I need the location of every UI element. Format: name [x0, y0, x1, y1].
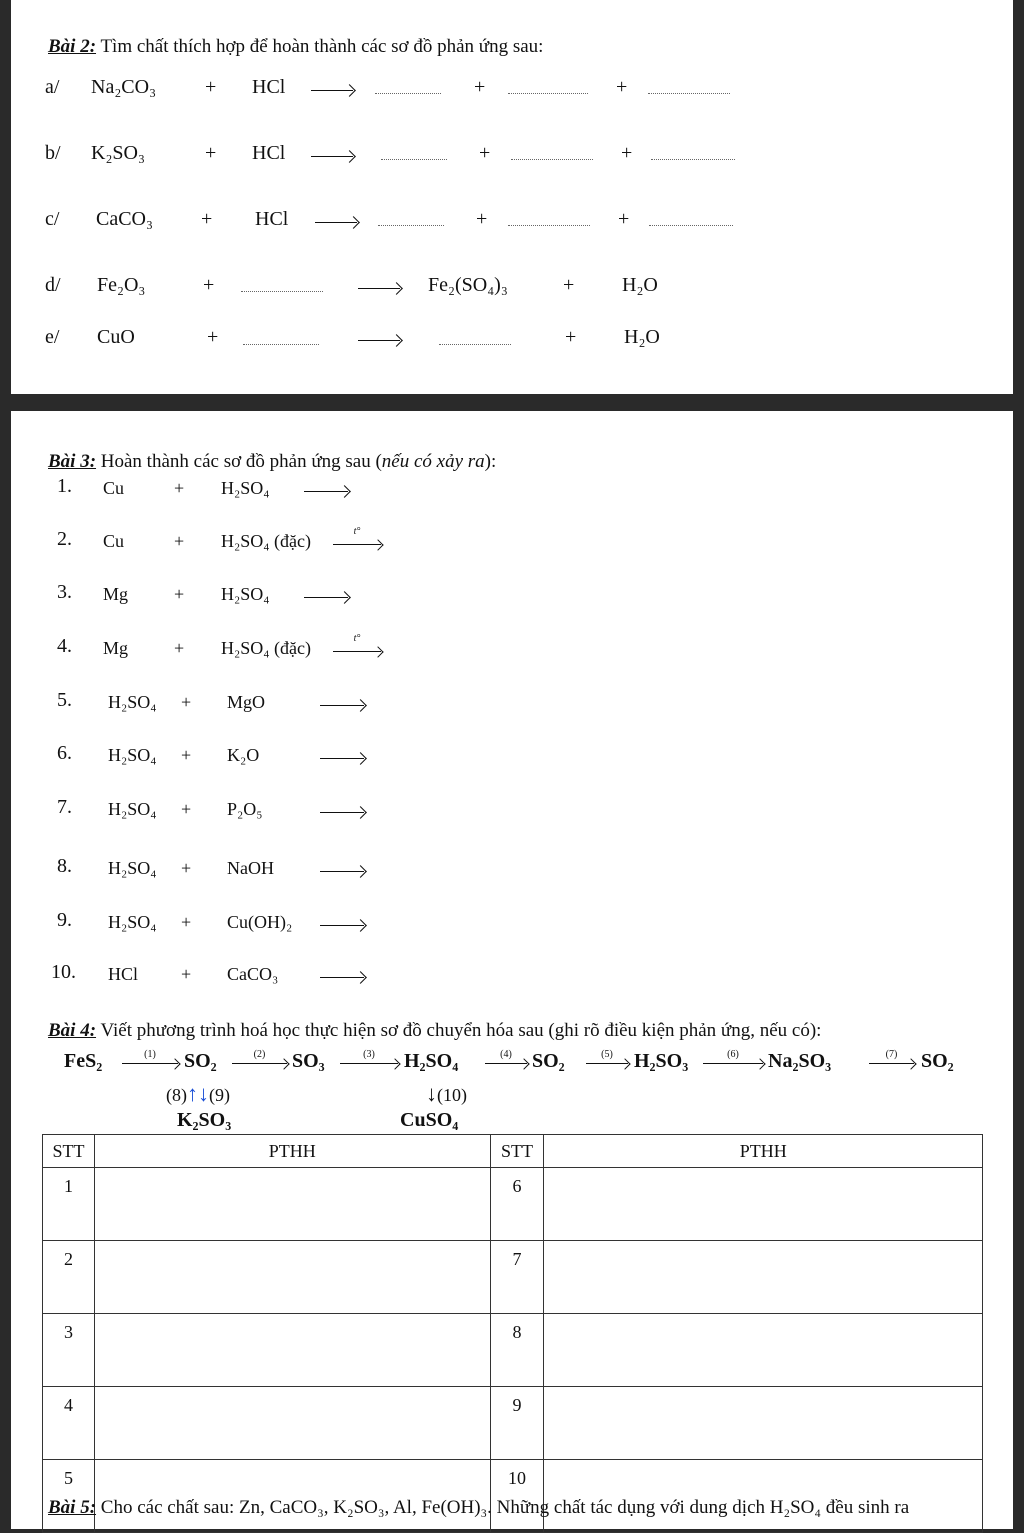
answer-cell-right[interactable]	[544, 1241, 983, 1314]
blank-product-2[interactable]	[508, 225, 590, 226]
reactant-b: H₂SO₄ (đặc)	[221, 638, 312, 658]
chain-compound: H₂SO₃	[634, 1050, 689, 1072]
product-2: H₂O	[624, 326, 660, 348]
row-number-right: 10	[490, 1460, 544, 1533]
plus-sign: +	[207, 326, 219, 348]
header-stt-right: STT	[490, 1135, 544, 1168]
blank-product-1[interactable]	[439, 344, 511, 345]
answer-row	[43, 1241, 983, 1314]
plus-sign: +	[174, 584, 185, 604]
chain-compound: H₂SO₄	[404, 1050, 459, 1072]
row-number-left: 3	[43, 1314, 95, 1387]
header-stt-left: STT	[43, 1135, 95, 1168]
reaction-arrow	[320, 871, 364, 872]
step-label: (7)	[885, 1049, 898, 1060]
exercise-4-title	[48, 1020, 821, 1042]
blank-product-1[interactable]	[381, 159, 447, 160]
row-label: d/	[45, 274, 61, 296]
exercise-3-instruction: Hoàn thành các sơ đồ phản ứng sau (	[96, 451, 382, 472]
answer-cell-right[interactable]	[544, 1387, 983, 1460]
plus-sign: +	[203, 274, 215, 296]
answer-row	[43, 1460, 983, 1533]
answer-cell-right[interactable]	[544, 1460, 983, 1533]
row-number-left: 5	[43, 1460, 95, 1533]
reactant-a: H₂SO₄	[108, 858, 157, 878]
answer-row	[43, 1314, 983, 1387]
reactant-b: Cu(OH)₂	[227, 912, 293, 932]
row-number: 10.	[51, 961, 76, 983]
row-label: a/	[45, 76, 60, 98]
answer-cell-left[interactable]	[94, 1314, 490, 1387]
plus-sign: +	[474, 76, 486, 98]
reactant-1: Na₂CO₃	[91, 76, 157, 98]
reactant-1: K₂SO₃	[91, 142, 145, 164]
reaction-arrow	[333, 651, 381, 652]
exercise-2-instruction: Tìm chất thích hợp để hoàn thành các sơ đồ phản ứng sau:	[96, 36, 544, 57]
branch-label-9: (9)	[209, 1085, 230, 1105]
exercise-3-title	[48, 451, 496, 473]
reactant-a: Mg	[103, 584, 129, 604]
reactant-b: P₂O₅	[227, 799, 263, 819]
reaction-arrow	[320, 758, 364, 759]
chain-arrow	[340, 1063, 398, 1064]
row-label: e/	[45, 326, 60, 348]
exercise-3-note: nếu có xảy ra	[381, 451, 485, 472]
row-label: c/	[45, 208, 60, 230]
chain-arrow	[122, 1063, 178, 1064]
blank-product-3[interactable]	[651, 159, 735, 160]
plus-sign: +	[479, 142, 491, 164]
plus-sign: +	[181, 692, 192, 712]
row-number-left: 1	[43, 1168, 95, 1241]
down-arrow-icon: ↓	[426, 1081, 437, 1106]
plus-sign: +	[201, 208, 213, 230]
reaction-arrow	[358, 340, 400, 341]
row-number-right: 7	[490, 1241, 544, 1314]
step-label: (1)	[144, 1049, 156, 1060]
row-number: 5.	[57, 689, 72, 711]
reaction-arrow	[320, 925, 364, 926]
answer-cell-right[interactable]	[544, 1168, 983, 1241]
row-label: b/	[45, 142, 61, 164]
plus-sign: +	[181, 964, 192, 984]
row-number: 8.	[57, 855, 72, 877]
plus-sign: +	[181, 858, 192, 878]
reactant-a: H₂SO₄	[108, 799, 157, 819]
exercise-2-title	[48, 36, 543, 58]
row-number: 9.	[57, 909, 72, 931]
exercise-4-label: Bài 4:	[48, 1020, 97, 1041]
answer-cell-left[interactable]	[94, 1241, 490, 1314]
reaction-arrow	[320, 705, 364, 706]
blank-product-2[interactable]	[508, 93, 588, 94]
step-label: (4)	[500, 1049, 512, 1060]
step-label: (5)	[601, 1049, 613, 1060]
chain-compound: SO₂	[184, 1050, 217, 1072]
plus-sign: +	[174, 638, 185, 658]
header-pthh-left: PTHH	[94, 1135, 490, 1168]
reactant-1: Fe₂O₃	[97, 274, 146, 296]
row-number-left: 2	[43, 1241, 95, 1314]
exercise-4-instruction: Viết phương trình hoá học thực hiện sơ đồ chuyển hóa sau (ghi rõ điều kiện phản ứng, nếu có):	[96, 1020, 822, 1041]
plus-sign: +	[618, 208, 630, 230]
branch-label-8: (8)	[166, 1085, 187, 1105]
reactant-a: Cu	[103, 478, 125, 498]
reactant-b: CaCO₃	[227, 964, 279, 984]
chain-compound: SO₂	[921, 1050, 954, 1072]
reaction-arrow	[304, 491, 348, 492]
chain-compound: SO₃	[292, 1050, 325, 1072]
reaction-arrow	[311, 156, 353, 157]
reaction-arrow	[320, 812, 364, 813]
plus-sign: +	[565, 326, 577, 348]
reaction-arrow	[358, 288, 400, 289]
row-number-right: 9	[490, 1387, 544, 1460]
blank-reactant-2[interactable]	[243, 344, 319, 345]
branch-label-10: (10)	[437, 1085, 467, 1105]
blank-product-3[interactable]	[648, 93, 730, 94]
row-number: 1.	[57, 475, 72, 497]
row-number-left: 4	[43, 1387, 95, 1460]
reactant-b: H₂SO₄ (đặc)	[221, 531, 312, 551]
branch-left-labels	[166, 1081, 230, 1107]
exercise-2-label: Bài 2:	[48, 36, 97, 57]
heat-condition: t°	[353, 526, 361, 537]
reactant-a: HCl	[108, 964, 139, 984]
exercise-3-instruction-end: ):	[484, 451, 497, 472]
heat-condition: t°	[353, 633, 361, 644]
product-2: H₂O	[622, 274, 658, 296]
answer-row	[43, 1168, 983, 1241]
plus-sign: +	[205, 142, 217, 164]
row-number: 2.	[57, 528, 72, 550]
plus-sign: +	[181, 912, 192, 932]
chain-arrow	[485, 1063, 527, 1064]
exercise-5-instruction: Cho các chất sau: Zn, CaCO₃, K₂SO₃, Al, Fe(OH)₃. Những chất tác dụng với dung dịch H₂SO₄ đều sinh ra	[96, 1497, 910, 1518]
reactant-b: NaOH	[227, 858, 274, 878]
reaction-arrow	[320, 977, 364, 978]
reactant-2: HCl	[255, 208, 289, 230]
reaction-arrow	[311, 90, 353, 91]
header-pthh-right: PTHH	[544, 1135, 983, 1168]
exercise-3-label: Bài 3:	[48, 451, 97, 472]
reactant-a: Cu	[103, 531, 125, 551]
plus-sign: +	[476, 208, 488, 230]
reactant-a: H₂SO₄	[108, 912, 157, 932]
branch-product-k2so3: K₂SO₃	[177, 1109, 232, 1131]
chain-compound: Na₂SO₃	[768, 1050, 832, 1072]
chain-arrow	[586, 1063, 628, 1064]
reactant-1: CuO	[97, 326, 135, 348]
reactant-2: HCl	[252, 76, 286, 98]
step-label: (2)	[253, 1049, 266, 1060]
answer-cell-left[interactable]	[94, 1387, 490, 1460]
reaction-arrow	[315, 222, 357, 223]
blank-product-1[interactable]	[375, 93, 441, 94]
reaction-arrow	[304, 597, 348, 598]
reactant-b: H₂SO₄	[221, 478, 270, 498]
branch-product-cuso4: CuSO₄	[400, 1109, 459, 1131]
plus-sign: +	[181, 799, 192, 819]
row-number: 6.	[57, 742, 72, 764]
blank-product-1[interactable]	[378, 225, 444, 226]
blank-product-3[interactable]	[649, 225, 733, 226]
reactant-b: MgO	[227, 692, 266, 712]
plus-sign: +	[174, 531, 185, 551]
chain-arrow	[869, 1063, 914, 1064]
answer-cell-left[interactable]	[94, 1168, 490, 1241]
step-label: (6)	[727, 1049, 739, 1060]
blank-product-2[interactable]	[511, 159, 593, 160]
plus-sign: +	[205, 76, 217, 98]
chain-arrow	[232, 1063, 287, 1064]
step-label: (3)	[363, 1049, 375, 1060]
row-number: 3.	[57, 581, 72, 603]
reactant-a: Mg	[103, 638, 129, 658]
reaction-arrow	[333, 544, 381, 545]
plus-sign: +	[174, 478, 185, 498]
plus-sign: +	[563, 274, 575, 296]
branch-right-label	[426, 1081, 467, 1107]
reactant-1: CaCO₃	[96, 208, 153, 230]
chain-arrow	[703, 1063, 763, 1064]
reactant-a: H₂SO₄	[108, 692, 157, 712]
reactant-a: H₂SO₄	[108, 745, 157, 765]
reactant-b: K₂O	[227, 745, 260, 765]
exercise-5-label: Bài 5:	[48, 1497, 97, 1518]
plus-sign: +	[616, 76, 628, 98]
answer-table-header	[43, 1135, 983, 1168]
answer-cell-right[interactable]	[544, 1314, 983, 1387]
row-number-right: 8	[490, 1314, 544, 1387]
exercise-2-panel	[11, 0, 1013, 394]
plus-sign: +	[621, 142, 633, 164]
answer-row	[43, 1387, 983, 1460]
chain-compound: FeS₂	[64, 1050, 103, 1072]
product-1: Fe₂(SO₄)₃	[428, 274, 508, 296]
reactant-2: HCl	[252, 142, 286, 164]
row-number: 4.	[57, 635, 72, 657]
blank-reactant-2[interactable]	[241, 291, 323, 292]
answer-cell-left[interactable]	[94, 1460, 490, 1533]
chain-compound: SO₂	[532, 1050, 565, 1072]
plus-sign: +	[181, 745, 192, 765]
row-number-right: 6	[490, 1168, 544, 1241]
answer-table	[42, 1134, 983, 1533]
row-number: 7.	[57, 796, 72, 818]
exercise-5-title	[48, 1497, 909, 1519]
up-down-arrow-icon: ↑↓	[187, 1081, 209, 1106]
reactant-b: H₂SO₄	[221, 584, 270, 604]
exercise-3-5-panel	[11, 411, 1013, 1529]
